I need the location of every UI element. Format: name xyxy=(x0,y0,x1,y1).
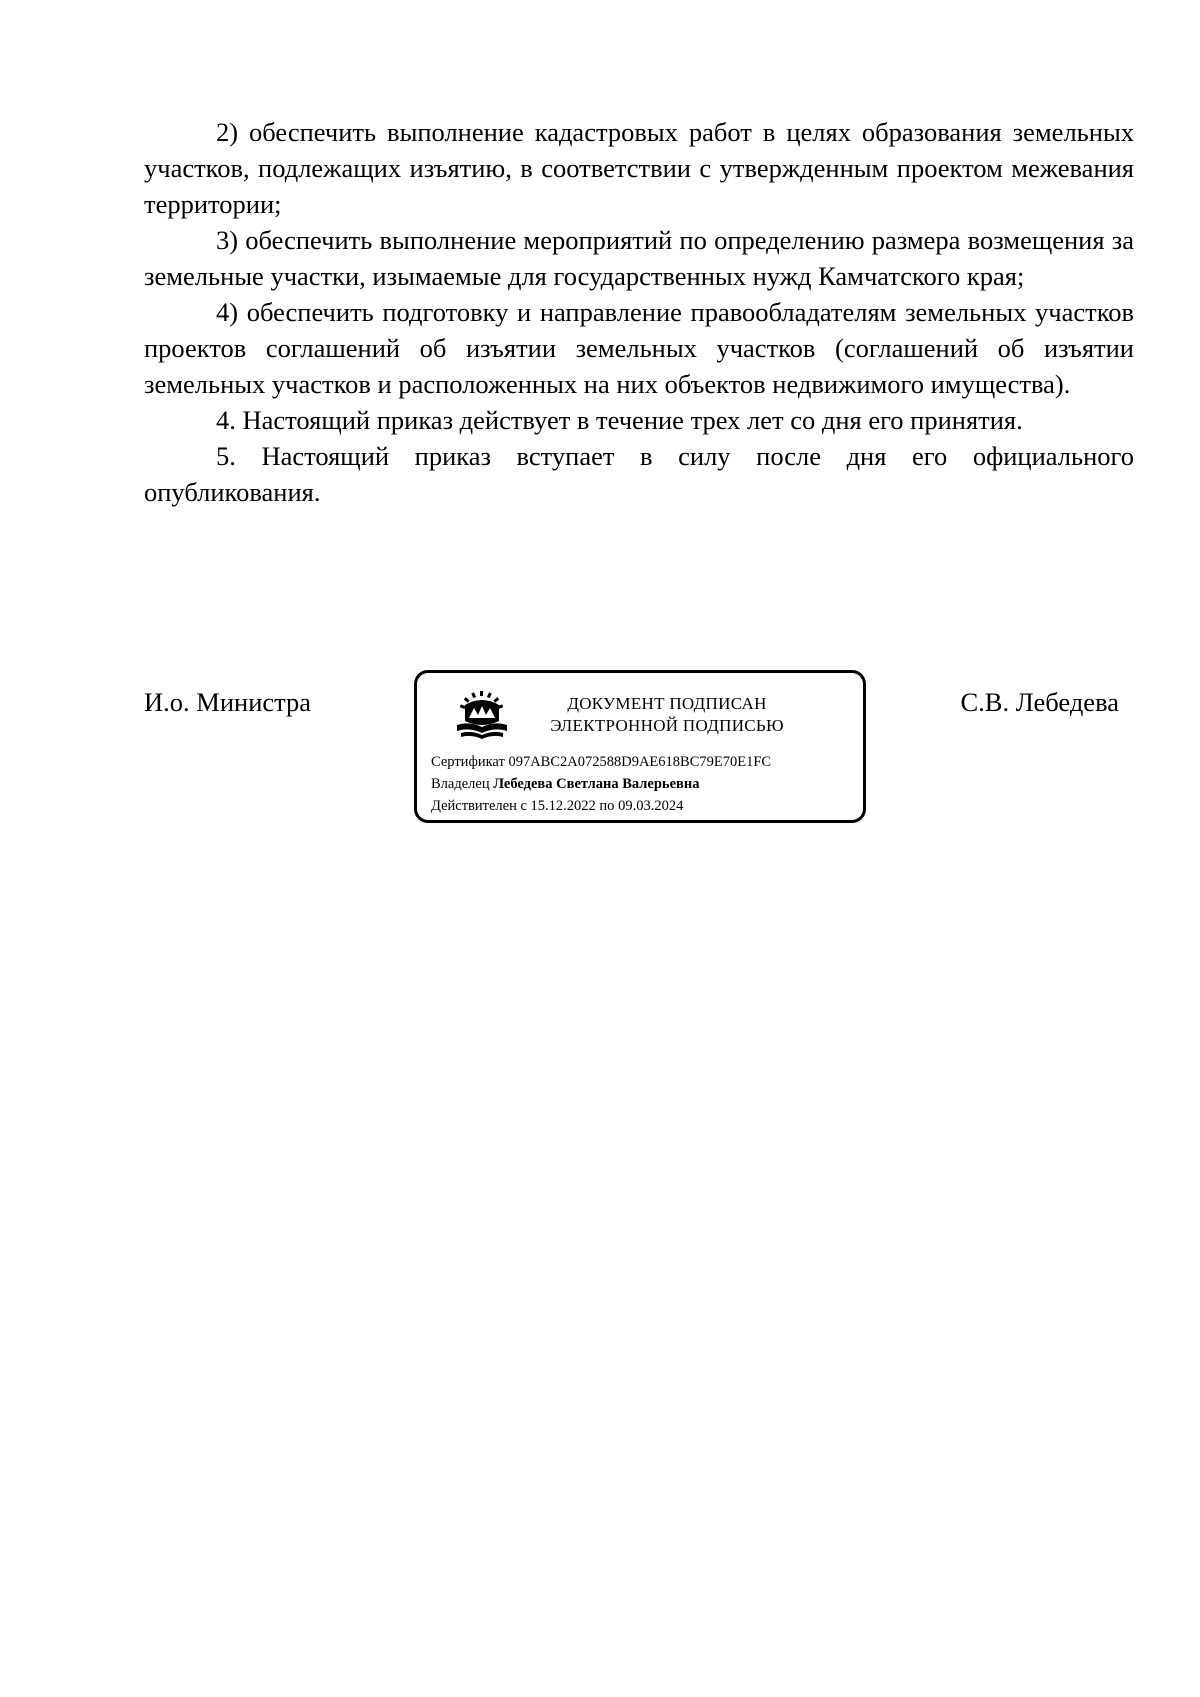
owner-label: Владелец xyxy=(431,776,490,792)
validity-line xyxy=(431,795,771,817)
owner-value: Лебедева Светлана Валерьевна xyxy=(493,776,700,792)
valid-from-label: Действителен с xyxy=(431,798,527,814)
signer-name: С.В. Лебедева xyxy=(960,687,1119,717)
signature-block xyxy=(144,670,1134,840)
stamp-title-line-2: ЭЛЕКТРОННОЙ ПОДПИСЬЮ xyxy=(550,716,784,735)
certificate-label: Сертификат xyxy=(431,754,505,770)
valid-to-date: 09.03.2024 xyxy=(618,798,684,814)
paragraph-item-3: 3) обеспечить выполнение мероприятий по определению размера возмещения за земельные участки, изымаемые для государственных нужд Камчатского края; xyxy=(144,225,1134,291)
electronic-signature-stamp xyxy=(414,670,866,823)
paragraph-clause-4: 4. Настоящий приказ действует в течение трех лет со дня его принятия. xyxy=(216,405,1023,435)
valid-to-label: по xyxy=(599,798,615,814)
paragraph-item-4: 4) обеспечить подготовку и направление правообладателям земельных участков проектов соглашений об изъятии земельных участков (соглашений об изъятии земельных участков и расположенных на них объектов недвижимого имущества). xyxy=(144,297,1134,399)
paragraph-clause-5: 5. Настоящий приказ вступает в силу после дня его официального опубликования. xyxy=(144,441,1134,507)
certificate-line xyxy=(431,751,771,773)
stamp-details xyxy=(431,751,771,817)
certificate-value: 097ABC2A072588D9AE618BC79E70E1FC xyxy=(508,754,772,770)
paragraph-item-2: 2) обеспечить выполнение кадастровых работ в целях образования земельных участков, подлежащих изъятию, в соответствии с утвержденным проектом межевания территории; xyxy=(144,117,1134,219)
owner-line xyxy=(431,773,771,795)
signer-position: И.о. Министра xyxy=(144,687,312,717)
coat-of-arms-icon xyxy=(453,691,511,741)
stamp-title xyxy=(517,693,817,737)
document-body xyxy=(144,114,1134,510)
valid-from-date: 15.12.2022 xyxy=(530,798,596,814)
stamp-title-line-1: ДОКУМЕНТ ПОДПИСАН xyxy=(567,694,767,713)
